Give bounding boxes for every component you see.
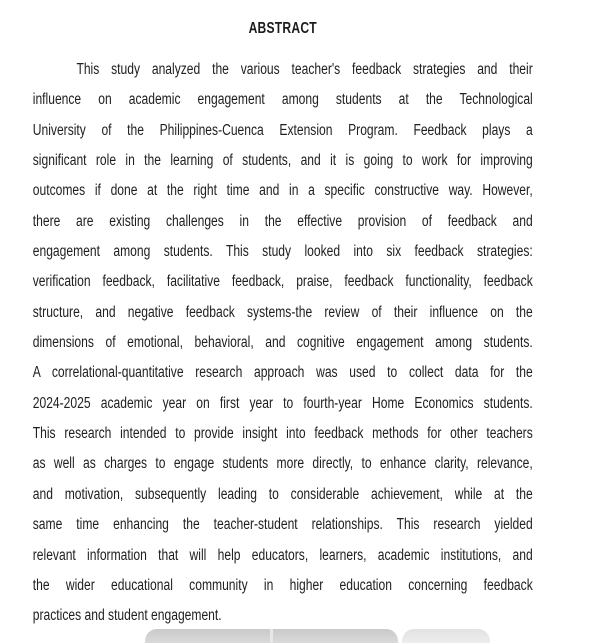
- abstract-line: This research intended to provide insight into feedback methods for other teachers: [32, 425, 533, 443]
- abstract-line: verification feedback, facilitative feedback, praise, feedback functionality, feedback: [32, 273, 533, 291]
- abstract-line: and motivation, subsequently leading to considerable achievement, while at the: [32, 485, 533, 503]
- toolbar-left-segment[interactable]: [145, 629, 270, 643]
- abstract-line: A correlational-quantitative research approach was used to collect data for the: [32, 364, 533, 382]
- abstract-line: as well as charges to engage students more directly, to enhance clarity, relevance,: [32, 455, 533, 473]
- abstract-line: practices and student engagement.: [32, 607, 222, 625]
- abstract-line: relevant information that will help educators, learners, academic institutions, and: [32, 546, 533, 564]
- bottom-toolbar-secondary-pill[interactable]: [402, 629, 490, 643]
- abstract-line: This study analyzed the various teacher's feedback strategies and their: [76, 61, 533, 78]
- abstract-line: the wider educational community in higher education concerning feedback: [32, 576, 533, 594]
- abstract-line: dimensions of emotional, behavioral, and cognitive engagement among students.: [32, 334, 533, 352]
- abstract-line: structure, and negative feedback systems-the review of their influence on the: [32, 303, 533, 321]
- abstract-line: outcomes if done at the right time and in a specific constructive way. However,: [32, 182, 533, 200]
- abstract-line: influence on academic engagement among students at the Technological: [32, 91, 533, 109]
- bottom-toolbar-pill[interactable]: [145, 629, 398, 643]
- abstract-line: significant role in the learning of students, and it is going to work for improving: [32, 152, 533, 170]
- abstract-line: engagement among students. This study looked into six feedback strategies:: [32, 243, 533, 261]
- abstract-line: 2024-2025 academic year on first year to fourth-year Home Economics students.: [32, 394, 533, 412]
- abstract-line: University of the Philippines-Cuenca Extension Program. Feedback plays a: [32, 121, 533, 139]
- toolbar-right-segment[interactable]: [273, 629, 398, 643]
- abstract-heading: ABSTRACT: [248, 20, 317, 37]
- abstract-line: same time enhancing the teacher-student relationships. This research yielded: [32, 516, 533, 534]
- abstract-line: there are existing challenges in the effective provision of feedback and: [32, 212, 533, 230]
- abstract-paragraph: [33, 55, 533, 632]
